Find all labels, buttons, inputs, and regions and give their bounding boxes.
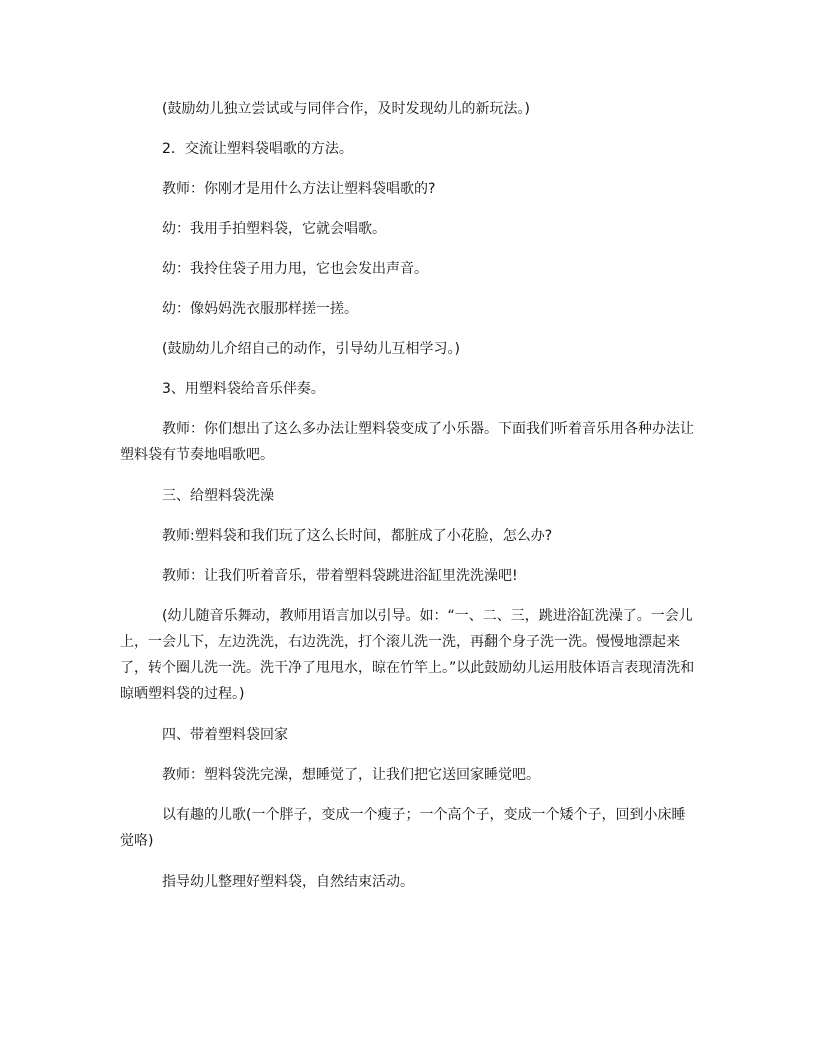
paragraph-teacher-send-home: 教师：塑料袋洗完澡，想睡觉了，让我们把它送回家睡觉吧。: [162, 767, 540, 783]
paragraph-step-2-heading: 2．交流让塑料袋唱歌的方法。: [162, 141, 353, 157]
paragraph-teacher-musical-instrument: 教师：你们想出了这么多办法让塑料袋变成了小乐器。下面我们听着音乐用各种办法让塑料袋有节奏地唱歌吧。: [120, 421, 694, 463]
paragraph-children-dance-guidance: (幼儿随音乐舞动，教师用语言加以引导。如：“一、二、三，跳进浴缸洗澡了。一会儿上，一会儿下，左边洗洗，右边洗洗，打个滚儿洗一洗，再翻个身子洗一洗。慢慢地漂起来了，转个圈儿洗一洗。洗干净了甩甩水，晾在竹竿上。”以此鼓励幼儿运用肢体语言表现清洗和晾晒塑料袋的过程。): [120, 608, 695, 702]
paragraph-encourage-independent-trial: (鼓励幼儿独立尝试或与同伴合作，及时发现幼儿的新玩法。): [162, 101, 530, 117]
paragraph-child-pat-bag: 幼：我用手拍塑料袋，它就会唱歌。: [162, 221, 386, 237]
paragraph-teacher-question-methods: 教师：你刚才是用什么方法让塑料袋唱歌的?: [162, 181, 436, 197]
paragraph-section-three-heading: 三、给塑料袋洗澡: [162, 488, 274, 504]
paragraph-step-3-heading: 3、用塑料袋给音乐伴奏。: [162, 381, 325, 397]
paragraph-child-rub-bag: 幼：像妈妈洗衣服那样搓一搓。: [162, 301, 358, 317]
paragraph-encourage-introduce-actions: (鼓励幼儿介绍自己的动作，引导幼儿互相学习。): [162, 341, 460, 357]
paragraph-fun-rhyme: 以有趣的儿歌(一个胖子，变成一个瘦子；一个高个子，变成一个矮个子，回到小床睡觉咯): [120, 807, 686, 849]
document-content: [120, 96, 696, 909]
paragraph-section-four-heading: 四、带着塑料袋回家: [162, 727, 288, 743]
paragraph-teacher-dirty-bag: 教师:塑料袋和我们玩了这么长时间，都脏成了小花脸，怎么办?: [162, 528, 553, 544]
paragraph-end-activity: 指导幼儿整理好塑料袋，自然结束活动。: [162, 874, 414, 890]
paragraph-teacher-bath-music: 教师：让我们听着音乐，带着塑料袋跳进浴缸里洗洗澡吧!: [162, 568, 518, 584]
paragraph-child-swing-bag: 幼：我拎住袋子用力甩，它也会发出声音。: [162, 261, 428, 277]
